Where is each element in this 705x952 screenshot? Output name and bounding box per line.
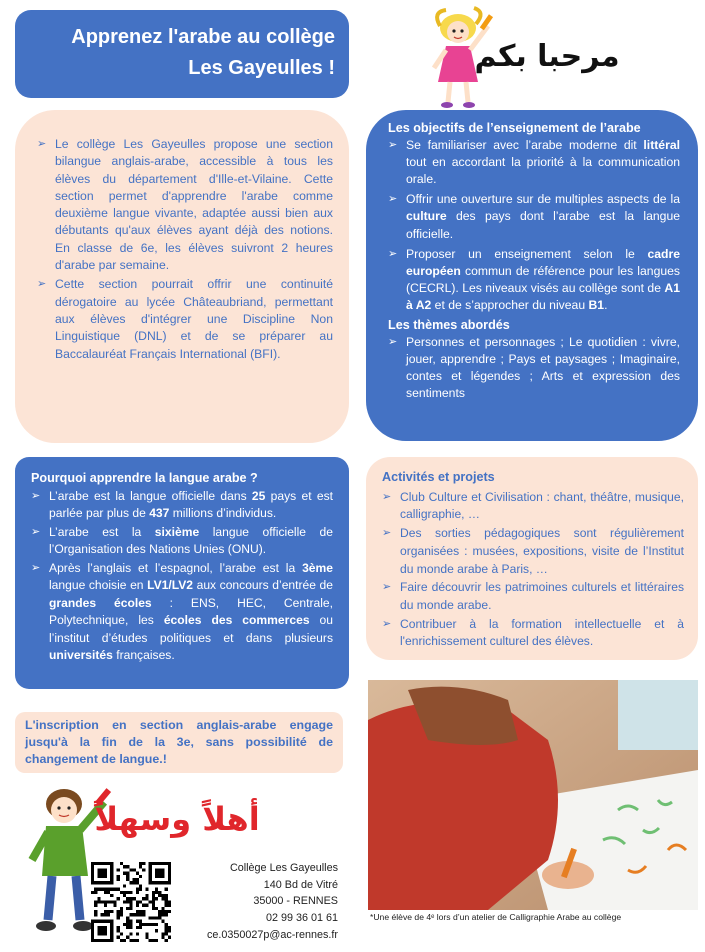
emphasis: culture (406, 209, 447, 224)
why-box (15, 457, 349, 689)
objective-item-cecrl (388, 246, 680, 314)
text: langue officielle de l’Organisation des Nations Unies (ONU). (49, 524, 333, 556)
text: Proposer un enseignement selon le (406, 246, 648, 261)
intro-item-continuity: ➢ Cette section pourrait offrir une continuité dérogatoire au lycée Châteaubriand, permettant aux élèves d'intégrer une Discipline Non Linguistique (DNL) et de se préparer au Baccalauréat Français International (BFI). (37, 276, 333, 362)
themes-title: Les thèmes abordés (388, 318, 510, 333)
page-title-line1: Apprenez l'arabe au collège (71, 26, 335, 48)
activities-list (382, 489, 684, 651)
intro-list (37, 136, 333, 363)
emphasis: A1 à A2 (406, 280, 680, 312)
text: langue choisie en (49, 578, 148, 592)
text: pays et est parlée par plus de (49, 488, 333, 520)
activity-item-formation: ➢ Contribuer à la formation intellectuelle et à l'enrichissement culturel des élèves. (382, 616, 684, 651)
text: Se familiariser avec l’arabe moderne dit (406, 138, 644, 153)
why-item-ecoles (31, 560, 333, 665)
photo-caption: *Une élève de 4ᵉ lors d’un atelier de Calligraphie Arabe au collège (370, 912, 622, 922)
activity-item-patrimoines: ➢ Faire découvrir les patrimoines culturels et littéraires du monde arabe. (382, 579, 684, 614)
text: des pays dont l’arabe est la langue officielle. (406, 209, 680, 241)
workshop-photo-icon (368, 680, 698, 910)
emphasis: écoles des commerces (163, 613, 310, 627)
activities-title: Activités et projets (382, 470, 495, 484)
objective-item-literal (388, 137, 680, 188)
intro-item-bilingual: ➢ Le collège Les Gayeulles propose une section bilangue anglais-arabe, accessible à tous les élèves du département d'Ille-et-Vilaine. Cette section permet d'apprendre l'arabe comme deuxième langue vivante, adaptée aussi bien aux débutants qu'aux élèves ayant déjà des notions. En classe de 6e, les élèves suivront 2 heures d'arabe par semaine. (37, 136, 333, 274)
activity-item-club: ➢ Club Culture et Civilisation : chant, théâtre, musique, calligraphie, … (382, 489, 684, 524)
text: millions d’individus. (169, 506, 277, 520)
notice-box: L'inscription en section anglais-arabe engage jusqu'à la fin de la 3e, sans possibilité de changement de langue.! (15, 712, 343, 773)
marhaban-text: مرحبا بكم (474, 39, 620, 74)
marhaban-calligraphy (474, 22, 620, 86)
emphasis: 437 (149, 506, 170, 520)
emphasis: universités (49, 648, 113, 662)
emphasis: 25 (251, 488, 266, 503)
emphasis: 3ème (302, 560, 333, 575)
text: aux concours d’entrée de (193, 578, 333, 592)
objectives-list (388, 137, 680, 314)
ahlan-calligraphy (94, 784, 260, 848)
why-list (31, 488, 333, 665)
emphasis: grandes écoles (49, 595, 152, 610)
qr-code-icon[interactable] (91, 862, 171, 942)
emphasis: sixième (154, 524, 200, 539)
text: commun de référence pour les langues (CECRL). Les niveaux visés au collège sont de (406, 263, 680, 295)
school-city: 35000 - RENNES (253, 895, 338, 908)
emphasis: B1 (588, 297, 605, 312)
text: L’arabe est la (49, 524, 155, 539)
marhaban-calligraphy-icon (474, 22, 620, 86)
school-street: 140 Bd de Vitré (263, 878, 338, 891)
text: tout en accordant la priorité à la communication orale. (406, 155, 680, 187)
text: Offrir une ouverture sur de multiples aspects de la (406, 192, 680, 207)
title-box (15, 10, 349, 98)
school-email[interactable]: ce.0350027p@ac-rennes.fr (206, 928, 338, 941)
text: Après l’anglais et l’espagnol, l’arabe est la (49, 560, 303, 575)
ahlan-calligraphy-icon (94, 784, 260, 848)
emphasis: cadre européen (406, 246, 680, 278)
why-title: Pourquoi apprendre la langue arabe ? (31, 471, 258, 485)
objectives-title: Les objectifs de l’enseignement de l’arabe (388, 121, 641, 135)
text: . (604, 297, 608, 312)
text: et de s’approcher du niveau (431, 297, 589, 312)
why-item-official (31, 488, 333, 523)
page-title-line2: Les Gayeulles ! (188, 57, 335, 79)
why-item-onu (31, 524, 333, 559)
activities-box (366, 457, 698, 660)
text: : ENS, HEC, Centrale, Polytechnique, les (49, 595, 333, 627)
emphasis: littéral (643, 138, 680, 153)
calligraphy-workshop-photo (368, 680, 698, 910)
school-address (192, 860, 338, 944)
themes-list (388, 334, 680, 402)
text: ou l’institut d’études politiques et dans plusieurs (49, 613, 334, 645)
ahlan-text: أهلاً وسهلاً (94, 800, 260, 838)
activity-item-sorties: ➢ Des sorties pédagogiques sont régulièrement organisées : musées, expositions, visite de l’Institut du monde arabe à Paris, … (382, 525, 684, 578)
themes-item: ➢ Personnes et personnages ; Le quotidien : vivre, jouer, apprendre ; Pays et paysages ; Imaginaire, contes et légendes ; Arts et expression des sentiments (388, 334, 680, 402)
text: françaises. (112, 648, 175, 662)
emphasis: LV1/LV2 (147, 578, 194, 592)
school-phone: 02 99 36 01 61 (265, 912, 338, 925)
text: L’arabe est la langue officielle dans (49, 488, 252, 503)
objective-item-culture (388, 191, 680, 242)
intro-box (15, 110, 349, 443)
school-name: Collège Les Gayeulles (229, 862, 338, 874)
objectives-box (366, 110, 698, 441)
